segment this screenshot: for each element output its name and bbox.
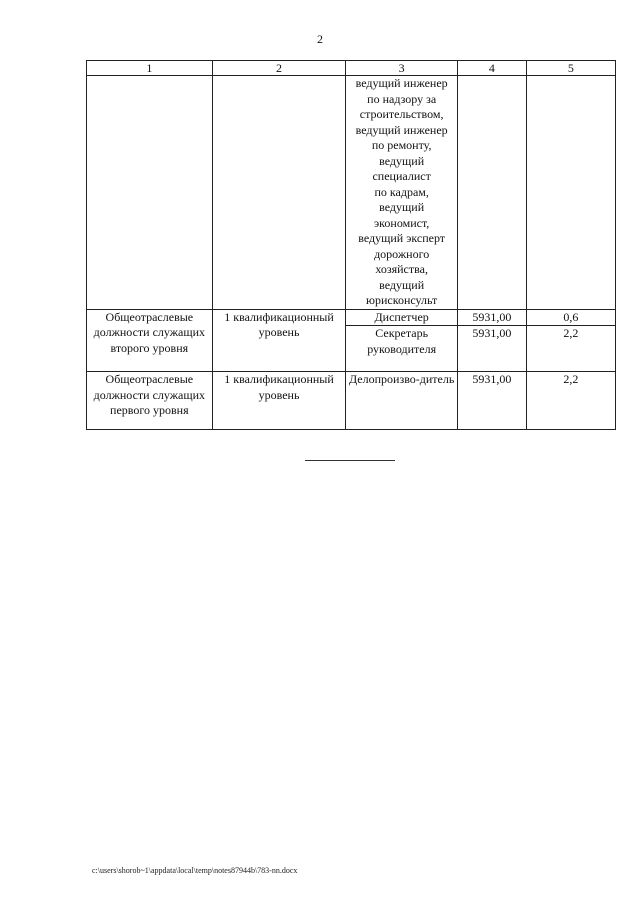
positions-cell: [346, 76, 457, 310]
column-header-1: 1: [87, 61, 213, 76]
salary-cell: 5931,00: [457, 309, 526, 326]
coefficient-cell: 2,2: [526, 372, 615, 430]
table-row: [87, 372, 616, 430]
column-header-5: 5: [526, 61, 615, 76]
position-line: ведущий: [379, 200, 425, 214]
salary-cell: 5931,00: [457, 326, 526, 372]
coefficient-cell-empty: [526, 76, 615, 310]
position-line: юрисконсульт: [366, 293, 438, 307]
position-line: ведущий: [379, 277, 425, 292]
position-cell: Диспетчер: [346, 309, 457, 326]
position-cell: Секретарь руководителя: [346, 326, 457, 372]
group-cell-empty: [87, 76, 213, 310]
column-header-2: 2: [212, 61, 346, 76]
position-cell: Делопроизво-дитель: [346, 372, 457, 430]
footer-file-path: c:\users\shorob~1\appdata\local\temp\notes87944b\783-nn.docx: [92, 866, 298, 875]
position-line: дорожного: [374, 246, 430, 261]
column-header-4: 4: [457, 61, 526, 76]
position-line: по ремонту,: [371, 138, 432, 152]
coefficient-cell: 0,6: [526, 309, 615, 326]
position-line: ведущий: [379, 153, 425, 168]
position-line: по кадрам,: [374, 184, 429, 199]
position-line: по надзору за: [367, 91, 437, 106]
salary-cell-empty: [457, 76, 526, 310]
level-cell: 1 квалификационный уровень: [212, 372, 346, 430]
column-header-3: 3: [346, 61, 457, 76]
position-line: специалист: [372, 169, 431, 183]
table-row-continuation: [87, 76, 616, 310]
table-row: [87, 309, 616, 326]
position-line: ведущий эксперт: [358, 231, 446, 245]
level-cell: 1 квалификационный уровень: [212, 309, 346, 372]
group-cell: Общеотраслевые должности служащих второго уровня: [87, 309, 213, 372]
section-divider: [305, 460, 395, 461]
group-cell: Общеотраслевые должности служащих первого уровня: [87, 372, 213, 430]
position-line: хозяйства,: [375, 262, 428, 276]
salary-table: [86, 60, 616, 430]
position-line: ведущий инженер: [355, 76, 448, 90]
position-line: ведущий инженер: [355, 122, 448, 137]
position-line: строительством,: [359, 107, 444, 121]
coefficient-cell: 2,2: [526, 326, 615, 372]
position-line: экономист,: [374, 215, 430, 230]
level-cell-empty: [212, 76, 346, 310]
salary-cell: 5931,00: [457, 372, 526, 430]
page-number: 2: [317, 32, 323, 46]
table-header-row: [87, 61, 616, 76]
